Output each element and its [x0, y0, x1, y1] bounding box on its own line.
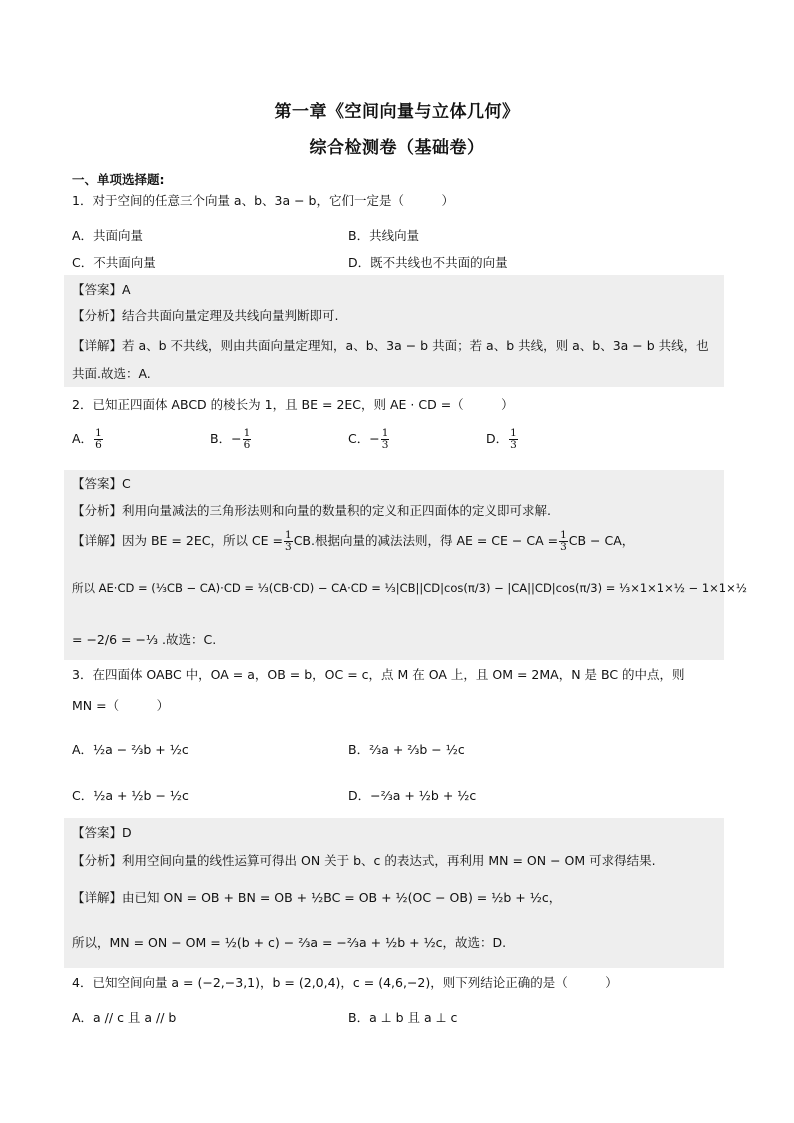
numerator: 1 [285, 529, 292, 541]
q2-solution-block [64, 470, 747, 660]
q2-option-b-fraction [243, 428, 252, 451]
q1-option-b: B．共线向量 [348, 228, 420, 243]
numerator: 1 [381, 427, 389, 439]
denominator: 3 [285, 541, 292, 554]
q2-option-d-label: D． [486, 431, 509, 447]
q2-option-b-label: B．− [210, 431, 242, 447]
q2-detail-1-part-a: 【详解】因为 BE = 2EC，所以 CE = [72, 533, 283, 549]
q3-option-d: D．−⅔a + ½b + ½c [348, 788, 477, 803]
q2-detail-line-1 [72, 530, 634, 553]
q2-option-a-fraction [94, 428, 103, 451]
question-4-stem: 4．已知空间向量 a = (−2,−3,1)，b = (2,0,4)，c = (4,6,−2)，则下列结论正确的是（ ） [72, 975, 618, 990]
numerator: 1 [560, 529, 567, 541]
numerator: 1 [243, 427, 251, 439]
denominator: 3 [510, 439, 517, 452]
q3-solution-block [64, 818, 724, 968]
q1-option-c: C．不共面向量 [72, 255, 156, 270]
question-3-stem-line-2: MN =（ ） [72, 698, 170, 713]
q4-option-b: B．a ⊥ b 且 a ⊥ c [348, 1010, 458, 1025]
q1-detail-line-2: 共面.故选：A. [72, 366, 151, 381]
q1-option-a: A．共面向量 [72, 228, 144, 243]
question-1-stem: 1．对于空间的任意三个向量 a、b、3a − b，它们一定是（ ） [72, 193, 454, 208]
denominator: 6 [243, 439, 251, 452]
q3-detail-line-2: 所以，MN = ON − OM = ½(b + c) − ⅔a = −⅔a + ½b + ½c，故选：D. [72, 935, 507, 950]
q2-detail-line-3: = −2/6 = −⅓ .故选：C. [72, 632, 217, 647]
q3-option-a: A．½a − ⅔b + ½c [72, 742, 189, 757]
numerator: 1 [510, 427, 517, 439]
q3-option-b: B．⅔a + ⅔b − ½c [348, 742, 465, 757]
denominator: 3 [560, 541, 567, 554]
section-heading: 一、单项选择题: [72, 172, 165, 187]
q2-analysis: 【分析】利用向量减法的三角形法则和向量的数量积的定义和正四面体的定义即可求解. [72, 503, 551, 518]
q2-option-c-label: C．− [348, 431, 380, 447]
q2-option-a [72, 428, 104, 451]
q3-analysis: 【分析】利用空间向量的线性运算可得出 ON 关于 b、c 的表达式，再利用 MN = ON − OM 可求得结果. [72, 853, 656, 868]
denominator: 6 [95, 439, 102, 452]
question-3-stem-line-1: 3．在四面体 OABC 中，OA = a，OB = b，OC = c，点 M 在 OA 上，且 OM = 2MA，N 是 BC 的中点，则 [72, 667, 685, 682]
q2-detail-1-part-c: CB − CA， [568, 533, 635, 549]
q2-option-c [348, 428, 390, 451]
one-third-fraction [559, 530, 568, 553]
q3-detail-line-1: 【详解】由已知 ON = OB + BN = OB + ½BC = OB + ½(OC − OB) = ½b + ½c， [72, 890, 562, 905]
question-2-stem: 2．已知正四面体 ABCD 的棱长为 1，且 BE = 2EC，则 AE · CD =（ ） [72, 397, 514, 412]
q2-option-b [210, 428, 252, 451]
exam-subtitle: 综合检测卷（基础卷） [309, 138, 485, 158]
q2-option-a-label: A． [72, 431, 94, 447]
q4-option-a: A．a // c 且 a // b [72, 1010, 177, 1025]
q3-answer: 【答案】D [72, 825, 132, 840]
q1-analysis: 【分析】结合共面向量定理及共线向量判断即可. [72, 308, 339, 323]
q2-detail-line-2: 所以 AE·CD = (⅓CB − CA)·CD = ⅓(CB·CD) − CA·CD = ⅓|CB||CD|cos(π/3) − |CA||CD|cos(π/3) = ⅓×1×1×½ − 1×1×½ [72, 581, 747, 595]
numerator: 1 [95, 427, 102, 439]
q2-option-d-fraction [509, 428, 518, 451]
q1-answer: 【答案】A [72, 282, 131, 297]
q2-detail-1-part-b: CB.根据向量的减法法则，得 AE = CE − CA = [293, 533, 559, 549]
q2-option-c-fraction [381, 428, 390, 451]
chapter-title: 第一章《空间向量与立体几何》 [274, 102, 520, 122]
q2-option-d [486, 428, 519, 451]
denominator: 3 [381, 439, 389, 452]
q3-option-c: C．½a + ½b − ½c [72, 788, 189, 803]
q1-solution-block [64, 275, 724, 387]
q1-detail-line-1: 【详解】若 a、b 不共线，则由共面向量定理知，a、b、3a − b 共面；若 a、b 共线，则 a、b、3a − b 共线，也 [72, 338, 709, 353]
q1-option-d: D．既不共线也不共面的向量 [348, 255, 508, 270]
one-third-fraction [284, 530, 293, 553]
q2-answer: 【答案】C [72, 476, 131, 491]
